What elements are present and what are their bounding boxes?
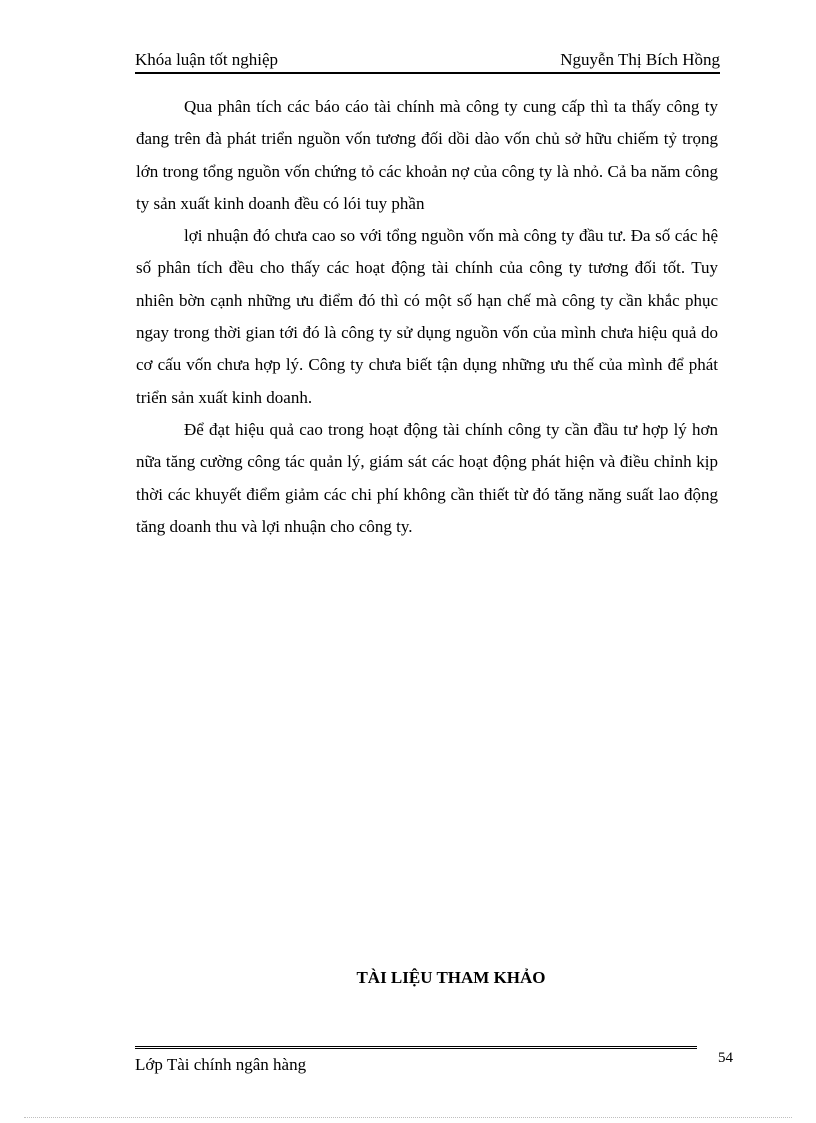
paragraph-1: Qua phân tích các báo cáo tài chính mà công ty cung cấp thì ta thấy công ty đang trên đà phát triển nguồn vốn tương đối dồi dào vốn chủ sở hữu chiếm tỷ trọng lớn trong tổng nguồn vốn chứng tỏ các khoản nợ của công ty là nhỏ. Cả ba năm công ty sản xuất kinh doanh đều có lói tuy phần	[136, 97, 718, 213]
page-number: 54	[718, 1050, 733, 1066]
header-thesis-label: Khóa luận tốt nghiệp	[135, 50, 279, 69]
page-header	[135, 46, 720, 74]
paragraph-3: Để đạt hiệu quả cao trong hoạt động tài chính công ty cần đầu tư hợp lý hơn nữa tăng cường công tác quản lý, giám sát các hoạt động phát hiện và điều chỉnh kịp thời các khuyết điểm giảm các chi phí không cần thiết từ đó tăng năng suất lao động tăng doanh thu và lợi nhuận cho công ty.	[136, 419, 718, 536]
references-heading: TÀI LIỆU THAM KHẢO	[356, 968, 546, 987]
body-text	[136, 91, 718, 543]
page-bottom-border	[24, 1117, 792, 1118]
footer-divider	[135, 1046, 697, 1052]
footer-class-label: Lớp Tài chính ngân hàng	[135, 1055, 307, 1074]
paragraph-2: lợi nhuận đó chưa cao so với tổng nguồn vốn mà công ty đầu tư. Đa số các hệ số phân tích đều cho thấy các hoạt động tài chính của công ty tương đối tốt. Tuy nhiên bờn cạnh những ưu điểm đó thì có một số hạn chế mà công ty cần khắc phục ngay trong thời gian tới đó là công ty sử dụng nguồn vốn của mình chưa hiệu quả do cơ cấu vốn chưa hợp lý. Công ty chưa biết tận dụng những ưu thế của mình để phát triển sản xuất kinh doanh.	[136, 226, 718, 407]
header-author-name: Nguyễn Thị Bích Hồng	[560, 50, 720, 69]
